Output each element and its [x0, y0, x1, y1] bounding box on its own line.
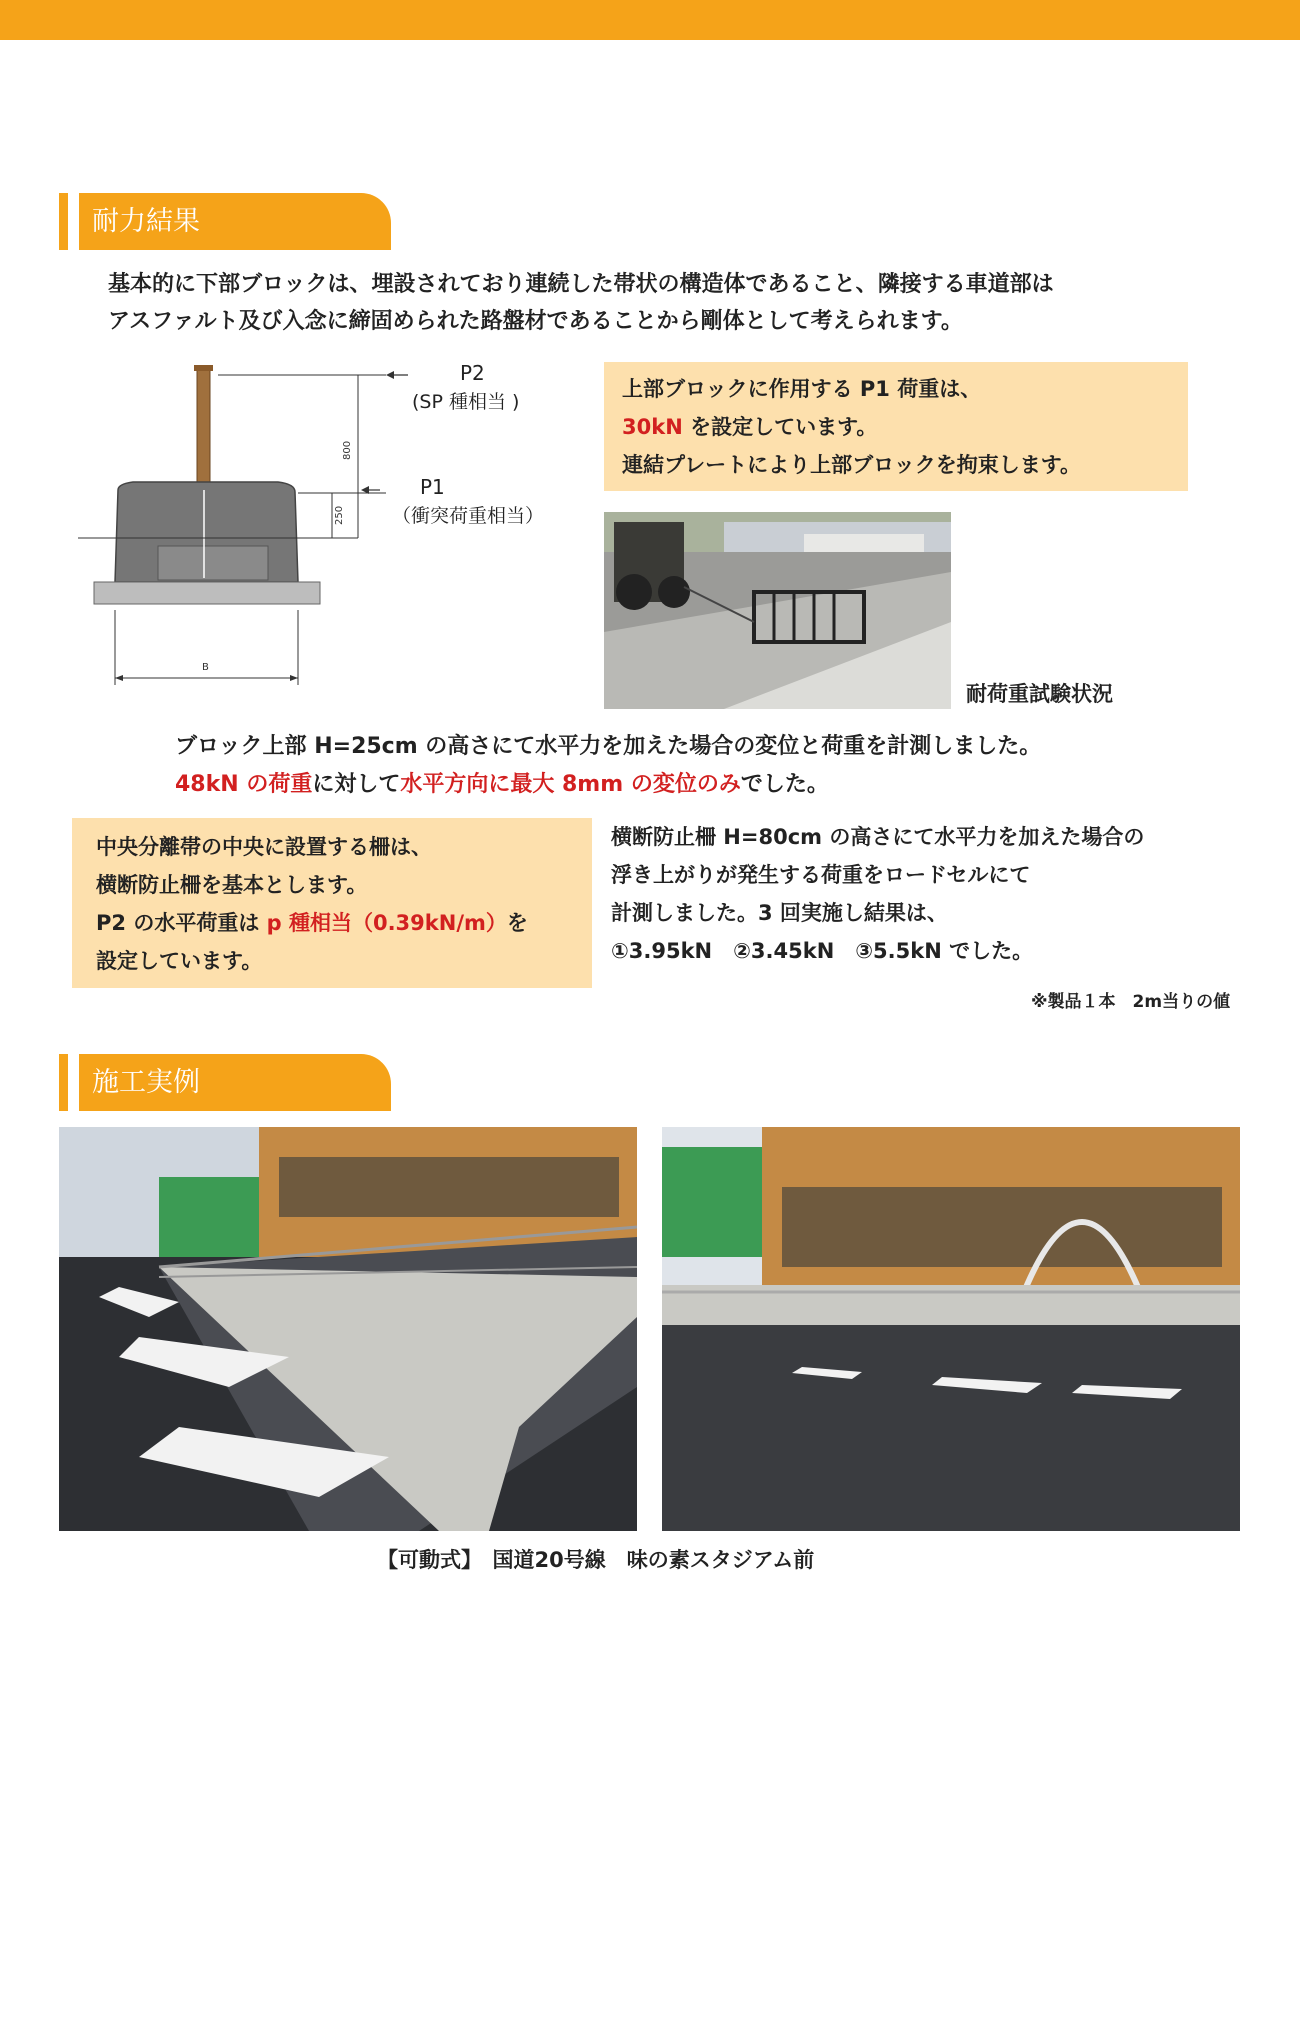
section-title: 耐力結果 — [79, 193, 391, 250]
top-accent-bar — [0, 0, 1300, 40]
dim-800-label: 800 — [342, 440, 353, 460]
result-text — [175, 728, 1041, 804]
example-photo-left-svg — [59, 1127, 637, 1531]
result-text-mid: に対して — [312, 772, 401, 797]
result-line2 — [175, 766, 1041, 804]
heading-accent — [59, 1054, 68, 1111]
intro-text — [108, 266, 1054, 340]
p2-label: P2 — [460, 361, 485, 385]
example-photo-left — [59, 1127, 637, 1531]
result-highlight: 水平方向に最大 8mm の変位のみ — [400, 772, 741, 797]
box2-line: 設定しています。 — [96, 949, 263, 973]
box2-text: を — [506, 911, 528, 935]
p2-note: (SP 種相当 ) — [412, 391, 520, 413]
fence-test-line: ①3.95kN ②3.45kN ③5.5kN でした。 — [611, 939, 1034, 963]
dim-b-label: B — [202, 662, 209, 673]
p1-note: （衝突荷重相当） — [392, 505, 545, 527]
box1-text: を設定しています。 — [682, 415, 878, 439]
block-cross-section-diagram — [58, 360, 598, 700]
box2-line: 横断防止柵を基本とします。 — [96, 873, 368, 897]
load-test-caption: 耐荷重試験状況 — [966, 682, 1113, 706]
box1-line: 上部ブロックに作用する P1 荷重は、 — [622, 377, 982, 401]
box2-text: P2 の水平荷重は — [96, 911, 267, 935]
heading-accent — [59, 193, 68, 250]
example-photo-right — [662, 1127, 1240, 1531]
fence-test-line: 浮き上がりが発生する荷重をロードセルにて — [611, 863, 1031, 887]
load-test-photo-svg — [604, 512, 951, 709]
p1-label: P1 — [420, 475, 445, 499]
fence-test-text — [611, 818, 1144, 970]
p1-load-note-box — [604, 362, 1188, 491]
box1-line2 — [622, 408, 1188, 446]
example-caption: 【可動式】 国道20号線 味の素スタジアム前 — [377, 1548, 815, 1572]
box2-line3 — [96, 904, 592, 942]
box1-value: 30kN — [622, 415, 683, 439]
diagram-svg — [58, 360, 598, 700]
box2-line: 中央分離帯の中央に設置する柵は、 — [96, 835, 432, 859]
box1-line: 連結プレートにより上部ブロックを拘束します。 — [622, 453, 1082, 477]
section-title: 施工実例 — [79, 1054, 391, 1111]
fence-load-note-box — [72, 818, 592, 988]
result-text-end: でした。 — [740, 772, 829, 797]
fence-test-line: 横断防止柵 H=80cm の高さにて水平力を加えた場合の — [611, 825, 1145, 849]
dim-250-label: 250 — [334, 505, 345, 525]
load-test-photo — [604, 512, 951, 709]
result-line: ブロック上部 H=25cm の高さにて水平力を加えた場合の変位と荷重を計測しました。 — [175, 734, 1042, 759]
example-photo-right-svg — [662, 1127, 1240, 1531]
box2-highlight: p 種相当（0.39kN/m） — [266, 911, 507, 935]
result-highlight: 48kN の荷重 — [175, 772, 313, 797]
intro-line: アスファルト及び入念に締固められた路盤材であることから剛体として考えられます。 — [108, 309, 963, 334]
intro-line: 基本的に下部ブロックは、埋設されており連続した帯状の構造体であること、隣接する車道部は — [108, 272, 1054, 297]
fence-test-line: 計測しました。3 回実施し結果は、 — [611, 901, 948, 925]
per-unit-note: ※製品１本 2m当りの値 — [1031, 992, 1231, 1012]
